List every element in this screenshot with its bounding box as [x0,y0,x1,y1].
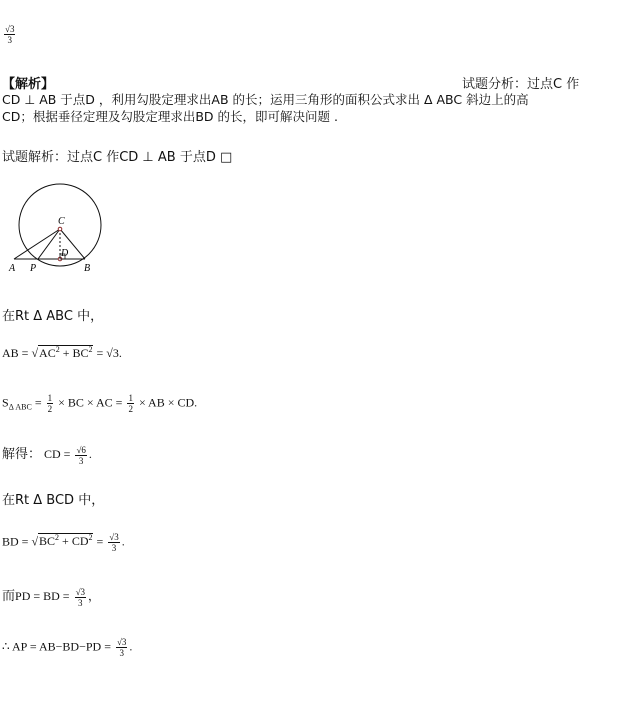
step3-end: × AB × CD. [138,395,198,410]
step8-end: . [129,639,133,654]
label-b: B [84,263,91,274]
radical-sign: √ [31,534,39,549]
label-p: P [30,263,37,274]
step2-lhs: AB = [2,346,29,360]
answer-denominator: 3 [7,35,12,45]
point-c [58,227,62,231]
step4-end: . [88,447,92,461]
step3-f1-den: 2 [47,404,53,414]
step2-eq: = [96,346,107,360]
step4-label: 解得： [2,447,42,462]
step7-lhs: PD = BD = [15,589,70,603]
step7-end: ， [88,589,101,603]
step6-equation [2,532,125,553]
step7-num: √3 [75,586,86,597]
analysis-summary-line2: CD ⊥ AB 于点D ，利用勾股定理求出AB 的长；运用三角形的面积公式求出 Δ ABC 斜边上的高 [2,92,529,107]
answer-fraction [4,24,15,45]
label-d: D [61,248,69,259]
solution-intro: 试题解析：过点C 作CD ⊥ AB 于点D □ [2,150,233,165]
step8-den: 3 [119,648,124,658]
step3-mid: × BC × AC = [58,395,123,410]
step2-end: . [118,346,122,360]
step6-lhs: BD = [2,534,29,549]
step3-fraction1 [47,393,54,414]
step4-num: √6 [76,444,86,455]
step6-end: . [121,534,125,549]
step7-equation [2,585,100,608]
step3-f1-num: 1 [47,393,53,403]
step2-radicand-ac: AC [39,346,56,360]
step4-equation [2,443,92,466]
line-cp [38,229,60,259]
step6-sup2: 2 [88,533,93,543]
step3-fraction2 [127,393,134,414]
step2-radicand [38,345,93,361]
step7-den: 3 [78,597,83,608]
step6-den: 3 [111,543,117,553]
step2-sup2: 2 [88,345,93,354]
step2-root: √3 [106,346,119,360]
answer-numerator: √3 [5,24,15,34]
step4-fraction [75,445,86,466]
analysis-bracket-label: 【解析】 [2,77,55,92]
step3-equation [2,393,197,414]
step6-fraction [108,532,119,553]
step5-text: 在Rt Δ BCD 中， [2,493,105,508]
step8-num: √3 [116,637,127,647]
step1-text: 在Rt Δ ABC 中， [2,309,104,324]
label-c: C [58,216,65,227]
label-a: A [9,263,16,274]
analysis-summary-line3: CD；根据垂径定理及勾股定理求出BD 的长，即可解决问题 . [2,109,338,124]
step4-lhs: CD = [44,447,71,461]
step7-label: 而 [2,589,16,604]
step2-equation [2,345,122,361]
step3-lhs: S [2,395,9,410]
step3-sub: Δ ABC [8,402,32,412]
analysis-summary-label: 试题分析：过点C 作 [462,77,580,92]
step6-radicand [38,533,93,549]
step6-eq: = [96,534,104,549]
step8-lhs: ∴ AP = AB−BD−PD = [2,639,111,654]
step3-f2-den: 2 [128,404,133,414]
step3-f2-num: 1 [128,393,133,403]
step3-eq: = [34,395,42,410]
step7-fraction [75,587,86,608]
line-ac [14,229,60,259]
step4-den: 3 [78,455,84,466]
step6-radicand-bc: BC [39,534,56,549]
step2-sup1: 2 [55,345,60,354]
step8-fraction [116,637,127,658]
step6-sup1: 2 [55,533,60,543]
step6-num: √3 [109,532,119,542]
step8-equation [2,637,132,658]
radical-sign: √ [31,346,39,360]
step2-plus-bc: + BC [59,346,89,360]
geometry-figure [0,180,120,280]
step6-plus-cd: + CD [59,534,89,549]
